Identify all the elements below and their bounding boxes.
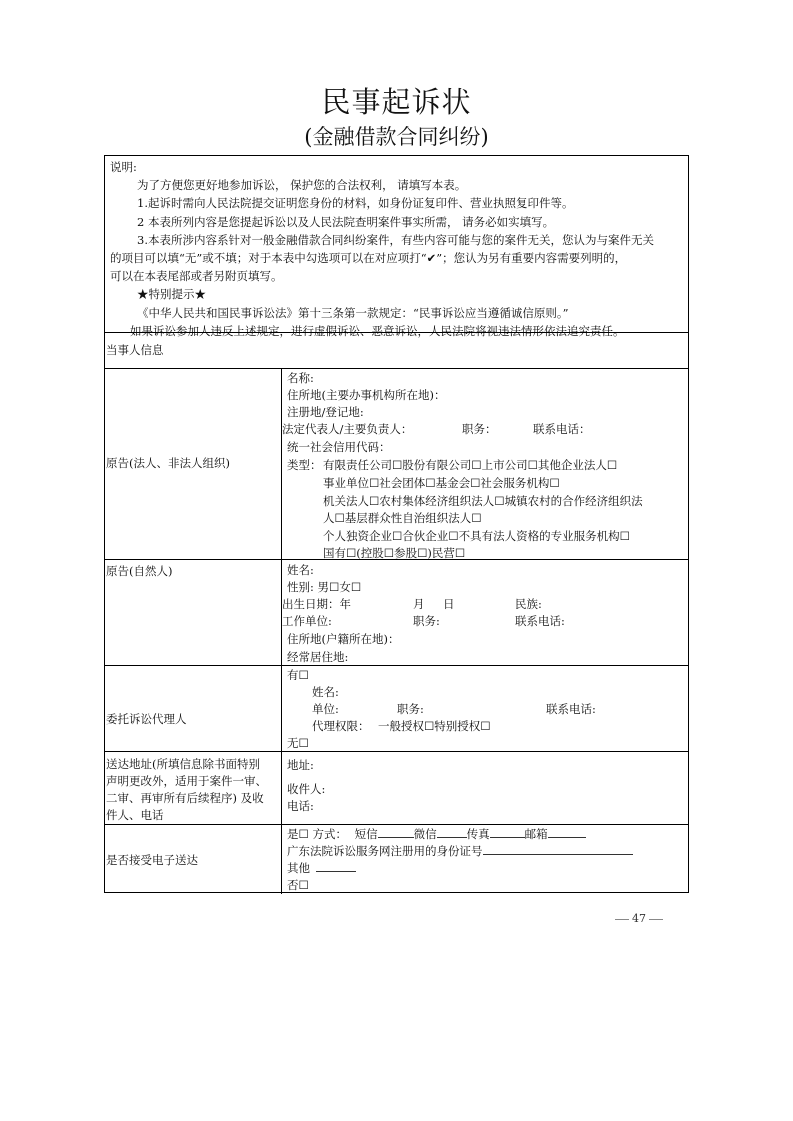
agent-row bbox=[105, 665, 688, 751]
parties-section-label: 当事人信息 bbox=[106, 343, 164, 357]
agent-authority-options[interactable]: 一般授权☐特别授权☐ bbox=[378, 719, 491, 733]
agent-name-field[interactable]: 姓名: bbox=[312, 685, 339, 699]
agent-unit-field[interactable]: 单位: bbox=[312, 702, 339, 716]
birth-day-field[interactable]: 日 bbox=[443, 597, 455, 611]
wechat-input[interactable] bbox=[437, 826, 467, 838]
org-type-options[interactable]: 机关法人☐农村集体经济组织法人☐城镇农村的合作经济组织法 bbox=[323, 494, 643, 508]
gender-options[interactable]: 性别: 男☐女☐ bbox=[287, 580, 362, 594]
org-domicile-field[interactable]: 住所地(主要办事机构所在地)： bbox=[287, 388, 446, 402]
agent-no-checkbox[interactable]: 无☐ bbox=[287, 736, 309, 750]
fax-input[interactable] bbox=[490, 826, 525, 838]
plaintiff-legal-label: 原告(法人、非法人组织) bbox=[106, 456, 230, 470]
special-notice-heading: ★特别提示★ bbox=[137, 287, 206, 302]
legal-rep-field[interactable]: 法定代表人/主要负责人： bbox=[282, 422, 413, 436]
electronic-no-checkbox[interactable]: 否☐ bbox=[287, 878, 309, 892]
org-type-label: 类型： bbox=[287, 458, 322, 472]
sms-input[interactable] bbox=[378, 826, 414, 838]
legal-rep-position-field[interactable]: 职务： bbox=[462, 422, 497, 436]
service-address-row bbox=[105, 751, 688, 824]
email-input[interactable] bbox=[548, 826, 586, 838]
special-notice-line: 如果诉讼参加人违反上述规定，进行虚假诉讼、恶意诉讼，人民法院将视违法情形依法追究责任。 bbox=[130, 323, 625, 338]
parties-section-header bbox=[105, 332, 688, 368]
ethnicity-field[interactable]: 民族: bbox=[515, 597, 542, 611]
org-type-options[interactable]: 国有☐(控股☐参股☐)民营☐ bbox=[323, 546, 466, 560]
special-notice-line: 《中华人民共和国民事诉讼法》第十三条第一款规定：“民事诉讼应当遵循诚信原则。” bbox=[137, 305, 569, 320]
notes-heading: 说明: bbox=[110, 160, 137, 174]
document-subtitle: (金融借款合同纠纷) bbox=[304, 125, 489, 149]
service-address-field[interactable]: 地址: bbox=[287, 758, 314, 772]
person-name-field[interactable]: 姓名: bbox=[287, 563, 314, 577]
email-label: 邮箱 bbox=[524, 827, 548, 841]
person-domicile-field[interactable]: 住所地(户籍所在地)： bbox=[287, 632, 400, 646]
org-type-options[interactable]: 事业单位☐社会团体☐基金会☐社会服务机构☐ bbox=[323, 476, 560, 490]
wechat-label: 微信 bbox=[413, 827, 437, 841]
plaintiff-legal-row bbox=[105, 368, 688, 559]
page-dash-right bbox=[649, 919, 663, 920]
other-input[interactable] bbox=[316, 860, 356, 872]
complaint-form-table bbox=[104, 155, 689, 893]
notes-line: 3.本表所涉内容系针对一般金融借款合同纠纷案件，有些内容可能与您的案件无关，您认为与案件无关 bbox=[137, 232, 654, 247]
plaintiff-natural-row bbox=[105, 559, 688, 665]
agent-authority-label: 代理权限： bbox=[312, 719, 370, 733]
service-address-label-line: 声明更改外，适用于案件一审、 bbox=[106, 774, 267, 788]
other-line bbox=[287, 860, 356, 877]
org-registered-field[interactable]: 注册地/登记地: bbox=[287, 405, 364, 419]
page-number bbox=[612, 912, 666, 925]
page-number-value: 47 bbox=[632, 912, 646, 925]
person-residence-field[interactable]: 经常居住地: bbox=[287, 650, 349, 664]
employer-field[interactable]: 工作单位: bbox=[282, 614, 332, 628]
recipient-phone-field[interactable]: 电话: bbox=[287, 799, 314, 813]
recipient-field[interactable]: 收件人: bbox=[287, 782, 326, 796]
org-type-options[interactable]: 个人独资企业☐合伙企业☐不具有法人资格的专业服务机构☐ bbox=[323, 529, 630, 543]
agent-phone-field[interactable]: 联系电话: bbox=[546, 702, 596, 716]
electronic-service-label: 是否接受电子送达 bbox=[106, 853, 198, 867]
other-label: 其他 bbox=[287, 861, 310, 875]
document-title: 民事起诉状 bbox=[321, 85, 472, 119]
court-id-label: 广东法院诉讼服务网注册用的身份证号 bbox=[287, 844, 483, 858]
electronic-service-row bbox=[105, 824, 688, 894]
agent-label: 委托诉讼代理人 bbox=[106, 712, 187, 726]
method-label: 方式： bbox=[312, 827, 347, 841]
notes-line: 为了方便您更好地参加诉讼， 保护您的合法权利， 请填写本表。 bbox=[137, 178, 467, 193]
service-address-label-line: 件人、电话 bbox=[106, 808, 164, 822]
notes-line: 的项目可以填“无”或不填；对于本表中勾选项可以在对应项打“✔”；您认为另有重要内容需要列明的， bbox=[110, 251, 627, 266]
person-position-field[interactable]: 职务: bbox=[413, 614, 440, 628]
birth-month-field[interactable]: 月 bbox=[413, 597, 425, 611]
notes-line: 2 本表所列内容是您提起诉讼以及人民法院查明案件事实所需， 请务必如实填写。 bbox=[137, 214, 555, 229]
notes-line: 1.起诉时需向人民法院提交证明您身份的材料，如身份证复印件、营业执照复印件等。 bbox=[137, 196, 574, 211]
credit-code-field[interactable]: 统一社会信用代码： bbox=[287, 440, 391, 454]
agent-position-field[interactable]: 职务: bbox=[397, 702, 424, 716]
legal-rep-phone-field[interactable]: 联系电话： bbox=[533, 422, 591, 436]
org-type-options[interactable]: 人☐基层群众性自治组织法人☐ bbox=[323, 511, 482, 525]
notes-line: 可以在本表尾部或者另附页填写。 bbox=[110, 269, 283, 284]
sms-label: 短信 bbox=[354, 827, 378, 841]
fax-label: 传真 bbox=[466, 827, 490, 841]
court-id-line bbox=[287, 843, 633, 860]
plaintiff-natural-label: 原告(自然人) bbox=[106, 564, 173, 578]
page-dash-left bbox=[615, 919, 629, 920]
service-address-label-line: 送达地址(所填信息除书面特别 bbox=[106, 757, 260, 771]
person-phone-field[interactable]: 联系电话: bbox=[515, 614, 565, 628]
org-type-options[interactable]: 有限责任公司☐股份有限公司☐上市公司☐其他企业法人☐ bbox=[323, 458, 618, 472]
electronic-service-yes-line bbox=[287, 826, 586, 843]
org-name-field[interactable]: 名称: bbox=[287, 371, 314, 385]
birth-year-field[interactable]: 出生日期：年 bbox=[282, 597, 351, 611]
service-address-label-line: 二审、再审所有后续程序) 及收 bbox=[106, 791, 264, 805]
electronic-yes-checkbox[interactable]: 是☐ bbox=[287, 827, 309, 841]
agent-yes-checkbox[interactable]: 有☐ bbox=[287, 668, 309, 682]
court-id-input[interactable] bbox=[483, 843, 633, 855]
notes-section bbox=[105, 156, 688, 338]
